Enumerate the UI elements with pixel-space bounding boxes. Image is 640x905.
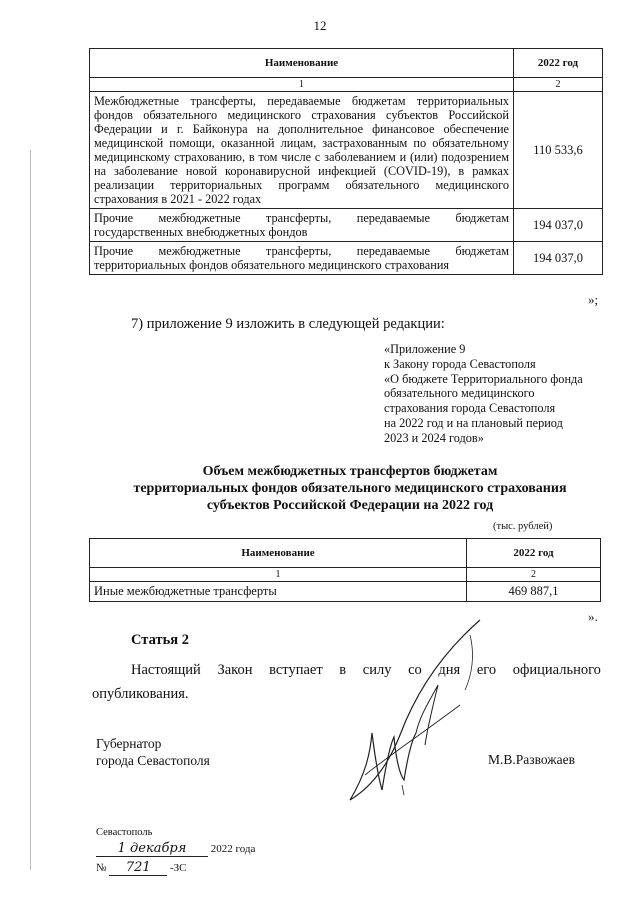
title-line: территориальных фондов обязательного медицинского страхования xyxy=(133,481,567,496)
row-value: 194 037,0 xyxy=(514,209,603,242)
law-word: со xyxy=(408,662,422,678)
row-value: 194 037,0 xyxy=(514,242,603,275)
law-word: силу xyxy=(362,662,392,678)
col-name-header: Наименование xyxy=(90,49,514,78)
row-name: Межбюджетные трансферты, передаваемые бюджетам территориальных фондов обязательного медицинского страхования субъектов Российской Федерации и г. Байконура на дополнительное финансовое обеспечение медицинской помощи, оказанной лицам, застрахованным по обязательному медицинскому страхованию, в том числе с заболеванием и (или) подозрением на заболевание новой коронавирусной инфекцией (COVID-19), в рамках реализации территориальных программ обязательного медицинского страхования в 2021 - 2022 годах xyxy=(90,92,514,209)
page-margin-line xyxy=(30,150,31,870)
transfers-table-2 xyxy=(89,538,601,602)
title-line: Объем межбюджетных трансфертов бюджетам xyxy=(202,464,498,479)
section-title xyxy=(90,463,610,514)
col-year-header: 2022 год xyxy=(467,539,601,568)
law-word: вступает xyxy=(269,662,323,678)
row-name: Прочие межбюджетные трансферты, передаваемые бюджетам территориальных фондов обязательного медицинского страхования xyxy=(90,242,514,275)
governor-name: М.В.Развожаев xyxy=(488,752,575,767)
col-index-1: 1 xyxy=(90,78,514,92)
signing-date xyxy=(96,841,255,857)
law-word: официального xyxy=(512,662,601,678)
appendix-line: 2023 и 2024 годов» xyxy=(384,430,484,445)
page-number: 12 xyxy=(313,18,327,33)
number-sign: № xyxy=(96,862,107,874)
row-name: Прочие межбюджетные трансферты, передаваемые бюджетам государственных внебюджетных фондов xyxy=(90,209,514,242)
table1-close-quote: »; xyxy=(588,292,599,307)
law-number xyxy=(96,860,187,876)
governor-line: города Севастополя xyxy=(96,753,210,768)
article-heading: Статья 2 xyxy=(131,632,189,648)
appendix-line: «О бюджете Территориального фонда xyxy=(384,371,583,386)
transfers-table-1 xyxy=(89,48,603,275)
date-suffix: 2022 года xyxy=(210,843,256,855)
appendix-line: страхования города Севастополя xyxy=(384,401,556,416)
law-word: в xyxy=(339,662,347,678)
table-row xyxy=(90,209,603,242)
col-index-2: 2 xyxy=(514,78,603,92)
row-value: 469 887,1 xyxy=(467,582,601,602)
appendix-line: на 2022 год и на плановый период xyxy=(384,415,563,430)
governor-title xyxy=(96,735,210,769)
appendix-line: обязательного медицинского xyxy=(384,386,535,401)
law-text-end: опубликования. xyxy=(92,686,189,702)
appendix-line: к Закону города Севастополя xyxy=(384,356,536,371)
appendix-line: «Приложение 9 xyxy=(384,342,466,356)
table2-close-quote: ». xyxy=(588,609,598,624)
city-label: Севастополь xyxy=(96,827,153,838)
col-index-1: 1 xyxy=(90,568,467,582)
row-value: 110 533,6 xyxy=(514,92,603,209)
law-word: его xyxy=(476,662,497,678)
number-suffix: -ЗС xyxy=(170,862,187,874)
date-handwritten: 1 декабря xyxy=(96,841,208,857)
table-row xyxy=(90,92,603,209)
law-word: Настоящий xyxy=(131,662,201,678)
table-row xyxy=(90,582,601,602)
signature-graphic xyxy=(320,615,510,815)
appendix-header xyxy=(384,342,583,446)
table-row xyxy=(90,242,603,275)
units-label: (тыс. рублей) xyxy=(493,521,553,532)
law-word: дня xyxy=(438,662,461,678)
col-name-header: Наименование xyxy=(90,539,467,568)
law-word: Закон xyxy=(217,662,253,678)
item-7-text: 7) приложение 9 изложить в следующей редакции: xyxy=(131,316,445,332)
number-handwritten: 721 xyxy=(109,860,167,876)
row-name: Иные межбюджетные трансферты xyxy=(90,582,467,602)
col-index-2: 2 xyxy=(467,568,601,582)
col-year-header: 2022 год xyxy=(514,49,603,78)
governor-line: Губернатор xyxy=(96,736,162,751)
title-line: субъектов Российской Федерации на 2022 год xyxy=(206,498,494,513)
